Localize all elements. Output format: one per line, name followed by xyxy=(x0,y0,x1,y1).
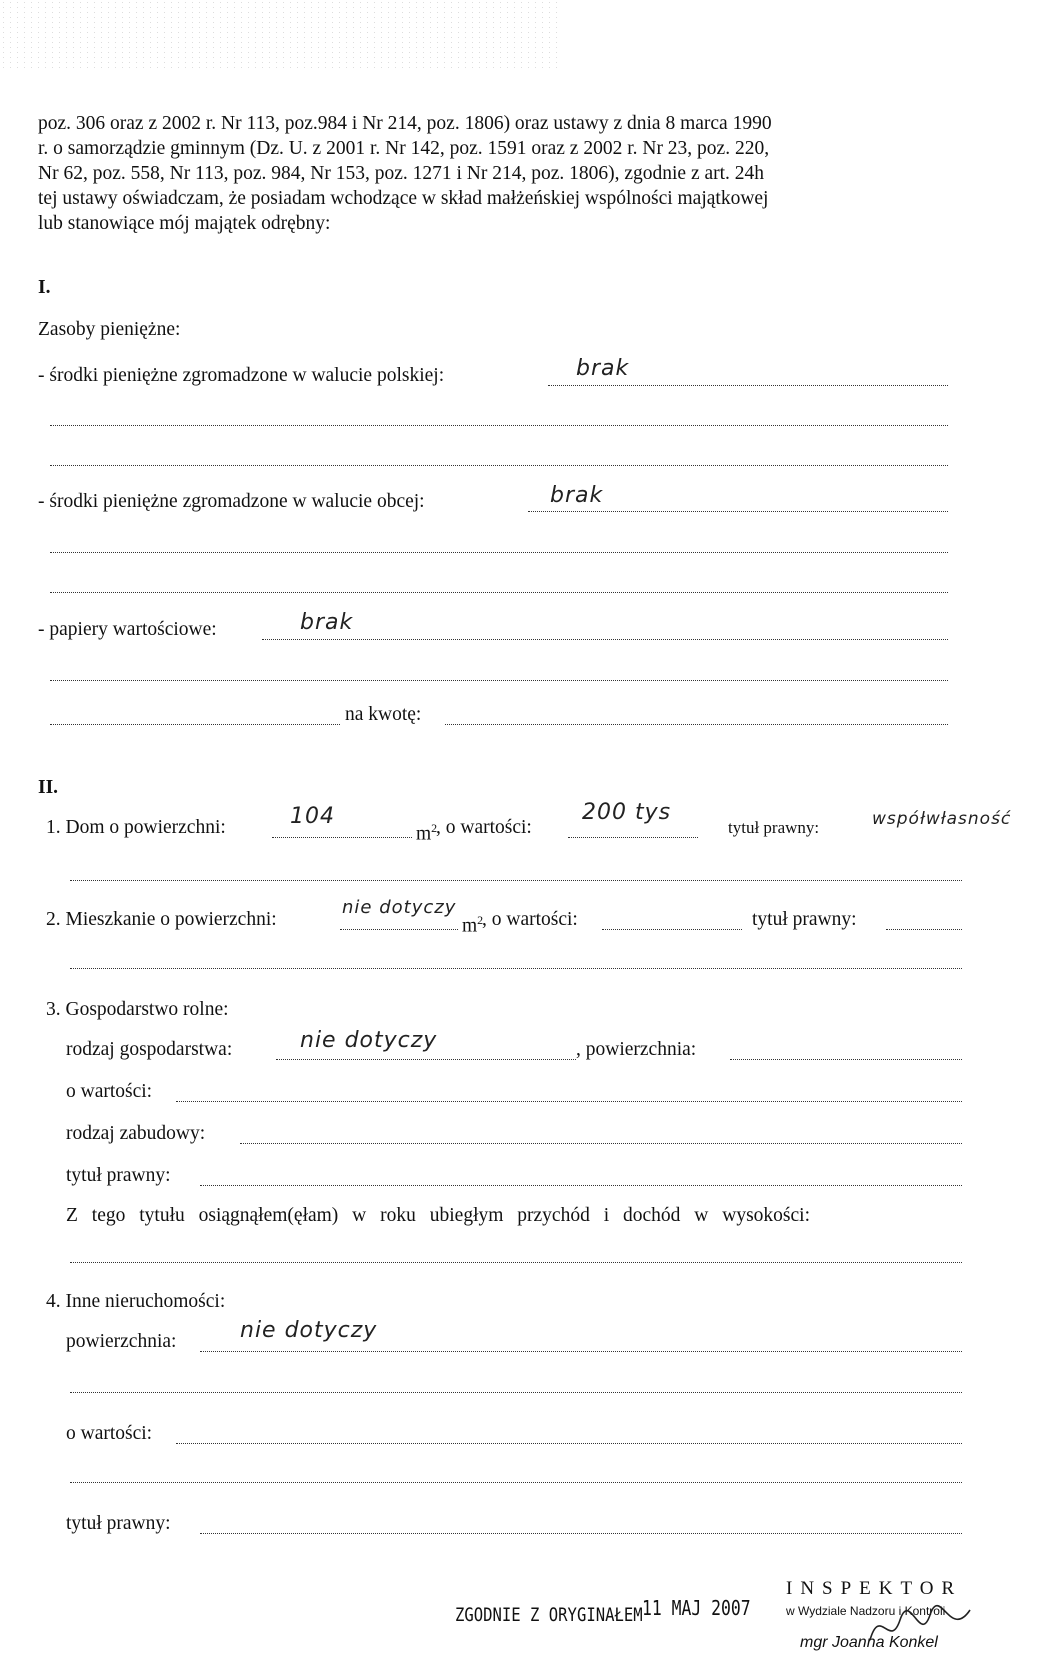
house-value: 200 tys xyxy=(582,800,672,825)
pln-funds-value: brak xyxy=(576,356,630,381)
scan-noise xyxy=(0,0,560,70)
farm-title-leader xyxy=(200,1185,962,1186)
other-title-label: tytuł prawny: xyxy=(66,1513,171,1534)
farm-buildings-leader xyxy=(240,1143,962,1144)
farm-type-leader xyxy=(276,1059,576,1060)
stamp-date: 11 MAJ 2007 xyxy=(642,1596,751,1620)
other-value-leader xyxy=(176,1443,962,1444)
flat-title-leader xyxy=(886,929,962,930)
farm-area-leader xyxy=(730,1059,962,1060)
foreign-funds-line-2 xyxy=(50,552,948,553)
farm-income-line xyxy=(70,1262,962,1263)
pln-funds-line-3 xyxy=(50,465,948,466)
other-value-label: o wartości: xyxy=(66,1423,153,1444)
other-value-line-2 xyxy=(70,1482,962,1483)
house-area-leader xyxy=(272,837,412,838)
farm-value-leader xyxy=(176,1101,962,1102)
flat-unit-sup: 2 xyxy=(477,913,484,927)
inspector-name: mgr Joanna Konkel xyxy=(800,1634,938,1651)
house-unit: $m^2$ xyxy=(416,821,438,845)
flat-area-leader xyxy=(340,929,458,930)
farm-buildings-label: rodzaj zabudowy: xyxy=(66,1123,206,1144)
section-1-heading: I. xyxy=(38,277,51,298)
house-value-label: , o wartości: xyxy=(436,817,532,838)
securities-line-3 xyxy=(50,724,340,725)
intro-line-2: r. o samorządzie gminnym (Dz. U. z 2001 r. Nr 142, poz. 1591 oraz z 2002 r. Nr 23, poz. 220, xyxy=(38,138,770,159)
house-unit-sup: 2 xyxy=(431,821,438,835)
intro-line-4: tej ustawy oświadczam, że posiadam wchodzące w skład małżeńskiej wspólności majątkowej xyxy=(38,188,769,209)
flat-line-2 xyxy=(70,968,962,969)
house-value-leader xyxy=(568,837,698,838)
other-area-value: nie dotyczy xyxy=(240,1318,378,1343)
other-area-line-2 xyxy=(70,1392,962,1393)
other-area-label: powierzchnia: xyxy=(66,1331,177,1352)
section-2-heading: II. xyxy=(38,777,59,798)
flat-unit: $m^2$ xyxy=(462,913,484,937)
foreign-funds-leader xyxy=(528,511,948,512)
foreign-funds-value: brak xyxy=(550,483,604,508)
farm-title-label: tytuł prawny: xyxy=(66,1165,171,1186)
farm-label: 3. Gospodarstwo rolne: xyxy=(46,999,229,1020)
foreign-funds-line-3 xyxy=(50,592,948,593)
intro-line-5: lub stanowiące mój majątek odrębny: xyxy=(38,213,331,234)
other-title-leader xyxy=(200,1533,962,1534)
farm-income-label: Z tego tytułu osiągnąłem(ęłam) w roku ubiegłym przychód i dochód w wysokości: xyxy=(66,1205,810,1226)
intro-line-1: poz. 306 oraz z 2002 r. Nr 113, poz.984 i Nr 214, poz. 1806) oraz ustawy z dnia 8 marca 1990 xyxy=(38,113,772,134)
section-1-title: Zasoby pieniężne: xyxy=(38,319,181,340)
house-title-value: współwłasność xyxy=(872,809,1012,829)
copy-conformity-stamp: ZGODNIE Z ORYGINAŁEM xyxy=(455,1604,643,1626)
farm-area-label: , powierzchnia: xyxy=(576,1039,697,1060)
house-label: 1. Dom o powierzchni: xyxy=(46,817,226,838)
amount-leader xyxy=(445,724,948,725)
house-line-2 xyxy=(70,880,962,881)
farm-type-value: nie dotyczy xyxy=(300,1028,438,1053)
securities-label: - papiery wartościowe: xyxy=(38,619,217,640)
foreign-funds-label: - środki pieniężne zgromadzone w walucie obcej: xyxy=(38,491,425,512)
other-area-leader xyxy=(200,1351,962,1352)
house-area-value: 104 xyxy=(290,804,335,829)
inspector-title: INSPEKTOR xyxy=(786,1578,963,1599)
securities-line-2 xyxy=(50,680,948,681)
pln-funds-label: - środki pieniężne zgromadzone w walucie polskiej: xyxy=(38,365,445,386)
farm-type-label: rodzaj gospodarstwa: xyxy=(66,1039,233,1060)
pln-funds-leader xyxy=(548,385,948,386)
inspector-department: w Wydziale Nadzoru i Kontroli xyxy=(786,1604,946,1618)
securities-value: brak xyxy=(300,610,354,635)
flat-value-label: , o wartości: xyxy=(482,909,578,930)
flat-value-leader xyxy=(602,929,742,930)
signature-mark xyxy=(860,1600,980,1660)
amount-label: na kwotę: xyxy=(345,704,422,725)
pln-funds-line-2 xyxy=(50,425,948,426)
securities-leader xyxy=(262,639,948,640)
intro-line-3: Nr 62, poz. 558, Nr 113, poz. 984, Nr 153, poz. 1271 i Nr 214, poz. 1806), zgodnie z art. 24h xyxy=(38,163,765,184)
flat-area-value: nie dotyczy xyxy=(342,897,457,918)
flat-label: 2. Mieszkanie o powierzchni: xyxy=(46,909,277,930)
farm-value-label: o wartości: xyxy=(66,1081,153,1102)
other-label: 4. Inne nieruchomości: xyxy=(46,1291,226,1312)
house-title-label: tytuł prawny: xyxy=(728,818,820,837)
flat-title-label: tytuł prawny: xyxy=(752,909,857,930)
